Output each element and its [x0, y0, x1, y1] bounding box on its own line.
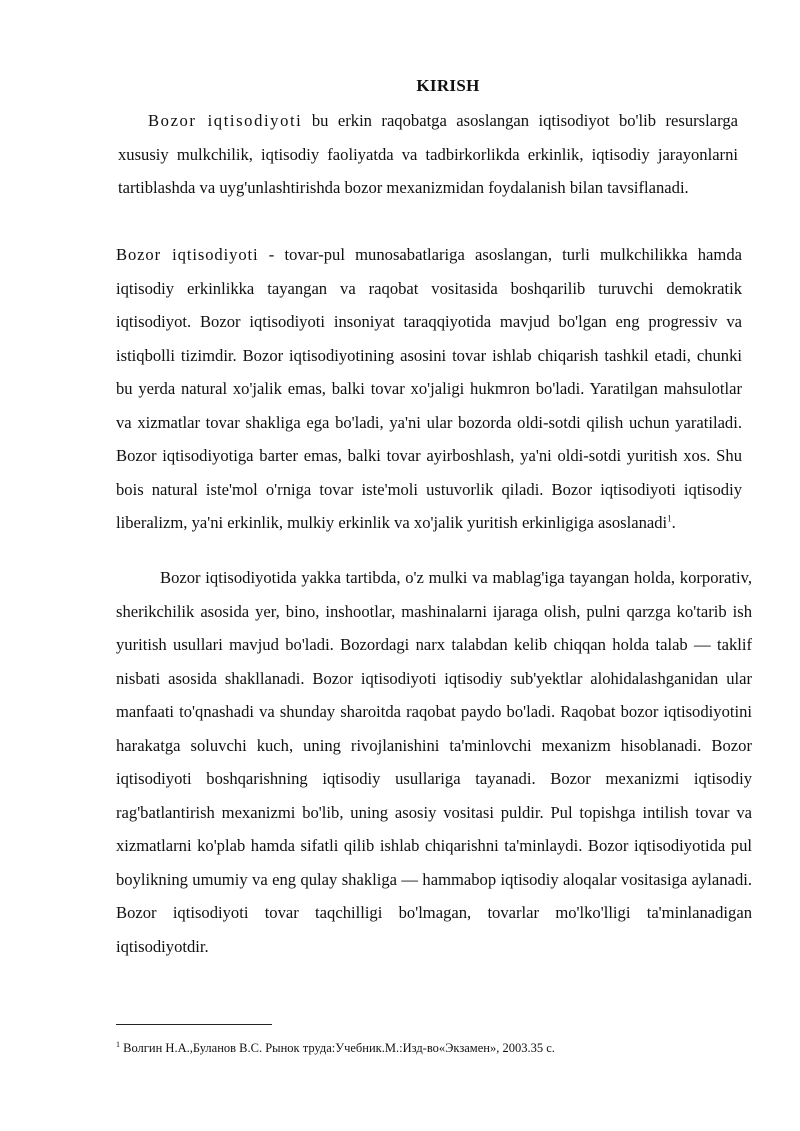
intro-lead-term: Bozor iqtisodiyoti [148, 111, 303, 130]
footnote [116, 1040, 756, 1056]
definition-lead-term: Bozor iqtisodiyoti [116, 245, 259, 264]
footnote-text: Волгин Н.А.,Буланов В.С. Рынок труда:Учебник.М.:Изд-во«Экзамен», 2003.35 с. [120, 1041, 555, 1055]
footnote-mark: 1 [116, 1039, 120, 1049]
page-title: KIRISH [416, 76, 480, 95]
market-mechanism-paragraph: Bozor iqtisodiyotida yakka tartibda, o'z mulki va mablag'iga tayangan holda, korporativ, sherikchilik asosida yer, bino, inshootlar, mashinalarni ijaraga olish, pulni qarzga ko'tarib ish yuritish usullari mavjud bo'ladi. Bozordagi narx talabdan kelib chiqqan holda talab — taklif nisbati asosida shakllanadi. Bozor iqtisodiyoti iqtisodiy sub'yektlar alohidalashganidan ular manfaati to'qnashadi va shunday sharoitda raqobat paydo bo'ladi. Raqobat bozor iqtisodiyotini harakatga soluvchi kuch, uning rivojlanishini ta'minlovchi mexanizm hisoblanadi. Bozor iqtisodiyoti boshqarishning iqtisodiy usullariga tayanadi. Bozor mexanizmi iqtisodiy rag'batlantirish mexanizmi bo'lib, uning asosiy vositasi puldir. Pul topishga intilish tovar va xizmatlarni ko'plab hamda sifatli qilib ishlab chiqarishni ta'minlaydi. Bozor iqtisodiyotida pul boylikning umumiy va eng qulay shakliga — hammabop iqtisodiy aloqalar vositasiga aylanadi. Bozor iqtisodiyoti tovar taqchilligi bo'lmagan, tovarlar mo'lko'lligi ta'minlanadigan iqtisodiyotdir. [116, 568, 752, 956]
footnote-reference[interactable]: 1 [667, 513, 672, 524]
intro-paragraph [118, 104, 738, 205]
intro-text: bu erkin raqobatga asoslangan iqtisodiyot bo'lib resurslarga xususiy mulkchilik, iqtisodiy faoliyatda va tadbirkorlikda erkinlik, iqtisodiy jarayonlarni tartiblashda va uyg'unlashtirishda bozor mexanizmidan foydalanish bilan tavsiflanadi. [118, 111, 738, 197]
definition-text: - tovar-pul munosabatlariga asoslangan, turli mulkchilikka hamda iqtisodiy erkinlikka tayangan va raqobat vositasida boshqarilib turuvchi demokratik iqtisodiyot. Bozor iqtisodiyoti insoniyat taraqqiyotida mavjud bo'lgan eng progressiv va istiqbolli tizimdir. Bozor iqtisodiyotining asosini tovar ishlab chiqarish tashkil etadi, chunki bu yerda natural xo'jalik emas, balki tovar xo'jaligi hukmron bo'ladi. Yaratilgan mahsulotlar va xizmatlar tovar shakliga ega bo'ladi, ya'ni ular bozorda oldi-sotdi qilish uchun yaratiladi. Bozor iqtisodiyotiga barter emas, balki tovar ayirboshlash, ya'ni oldi-sotdi yuritish xos. Shu bois natural iste'mol o'rniga tovar iste'moli ustuvorlik qiladi. Bozor iqtisodiyoti iqtisodiy liberalizm, ya'ni erkinlik, mulkiy erkinlik va xo'jalik yuritish erkinligiga asoslanadi [116, 245, 742, 532]
definition-end: . [671, 513, 676, 532]
footnote-divider [116, 1024, 272, 1025]
definition-paragraph [116, 238, 742, 540]
